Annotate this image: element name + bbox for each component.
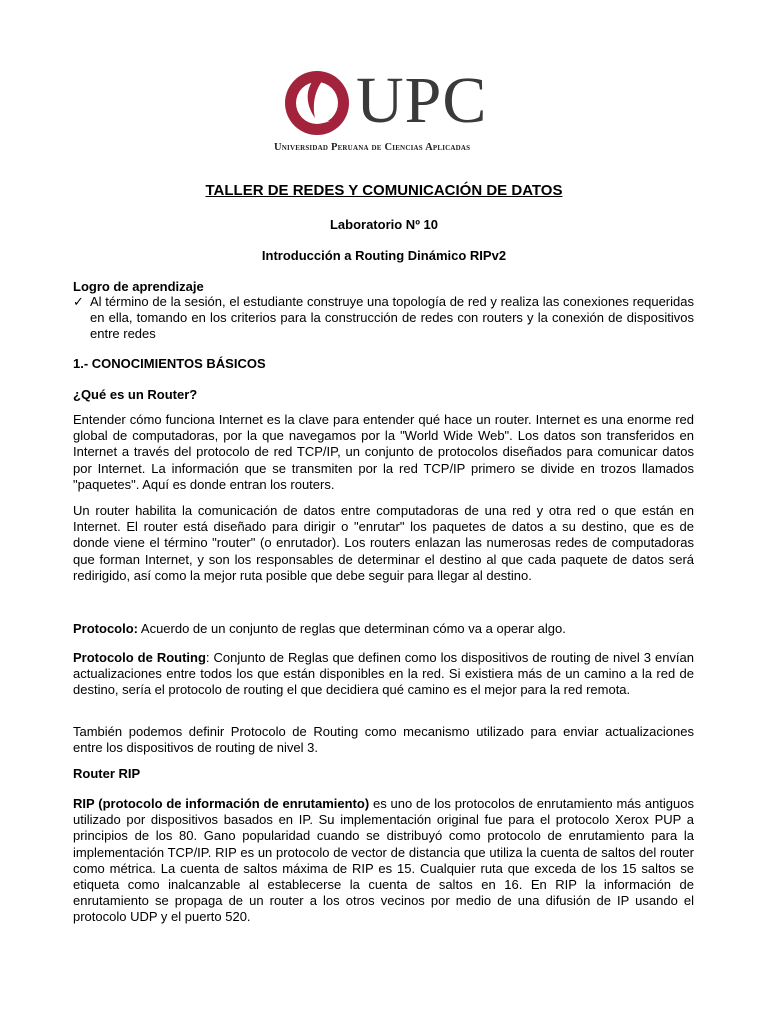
logo-wordmark: UPC <box>356 64 488 137</box>
paragraph-router: Un router habilita la comunicación de datos entre computadoras de una red y otra red o que están en Internet. El router está diseñado para dirigir o "enrutar" los paquetes de datos a su destino, que es de donde viene el término "router" (o enrutador). Los routers enlazan las numerosas redes de computadoras que forman Internet, y son los responsables de determinar el destino al que cada paquete de datos será redirigido, así como la mejor ruta posible que debe seguir para llegar al destino. <box>73 503 694 583</box>
subsection-heading: ¿Qué es un Router? <box>73 387 198 402</box>
upc-logo <box>274 64 497 156</box>
paragraph-internet: Entender cómo funciona Internet es la clave para entender qué hace un router. Internet es una enorme red global de computadoras, por la que navegamos por la "World Wide Web". Los datos son transferidos en Internet a través del protocolo de red TCP/IP, un conjunto de protocolos diseñados para comunicar datos por Internet. La información que se transmiten por la red TCP/IP primero se divide en trozos llamados "paquetes". Aquí es donde entran los routers. <box>73 412 694 492</box>
paragraph-routing-protocol <box>73 650 694 699</box>
protocol-definition: Acuerdo de un conjunto de reglas que determinan cómo va a operar algo. <box>138 621 566 636</box>
upc-emblem-icon <box>282 66 352 136</box>
protocol-term: Protocolo: <box>73 621 138 636</box>
learning-goal-heading: Logro de aprendizaje <box>73 279 204 294</box>
learning-goal-text: Al término de la sesión, el estudiante construye una topología de red y realiza las conexiones requeridas en ella, tomando en los criterios para la construcción de redes con routers y la conexión de dispositivos entre redes <box>90 294 694 342</box>
paragraph-protocol <box>73 621 694 637</box>
routing-protocol-definition: : Conjunto de Reglas que definen como los dispositivos de routing de nivel 3 envían actualizaciones entre todos los que están disponibles en la red. Si existiera más de un camino a la red de destino, sería el protocolo de routing el que decidiera qué camino es el mejor para la red remota. <box>73 650 694 698</box>
university-name: Universidad Peruana de Ciencias Aplicadas <box>274 142 471 153</box>
paragraph-routing-mechanism: También podemos definir Protocolo de Routing como mecanismo utilizado para enviar actualizaciones entre los dispositivos de routing de nivel 3. <box>73 724 694 756</box>
document-title: TALLER DE REDES Y COMUNICACIÓN DE DATOS <box>205 182 563 199</box>
learning-goal-item <box>73 294 694 343</box>
checkmark-icon: ✓ <box>73 294 84 309</box>
paragraph-rip <box>73 796 694 926</box>
rip-definition: es uno de los protocolos de enrutamiento más antiguos utilizado por dispositivos basados en IP. Su implementación original fue para el protocolo Xerox PUP a principios de los 80. Gano popularidad cuando se distribuyó como protocolo de enrutamiento para la implementación TCP/IP. RIP es un protocolo de vector de distancia que utiliza la cuenta de saltos del router como métrica. La cuenta de saltos máxima de RIP es 15. Cualquier ruta que exceda de los 15 saltos se etiqueta como inalcanzable al establecerse la cuenta de saltos en 16. En RIP la información de enrutamiento se propaga de un router a los otros vecinos por medio de una difusión de IP usando el protocolo UDP y el puerto 520. <box>73 796 694 925</box>
lab-number: Laboratorio Nº 10 <box>329 217 439 232</box>
section-heading: 1.- CONOCIMIENTOS BÁSICOS <box>73 356 266 371</box>
rip-term: RIP (protocolo de información de enrutamiento) <box>73 796 370 811</box>
lab-subtitle: Introducción a Routing Dinámico RIPv2 <box>261 248 507 263</box>
router-rip-heading: Router RIP <box>73 766 141 781</box>
routing-protocol-term: Protocolo de Routing <box>73 650 206 665</box>
